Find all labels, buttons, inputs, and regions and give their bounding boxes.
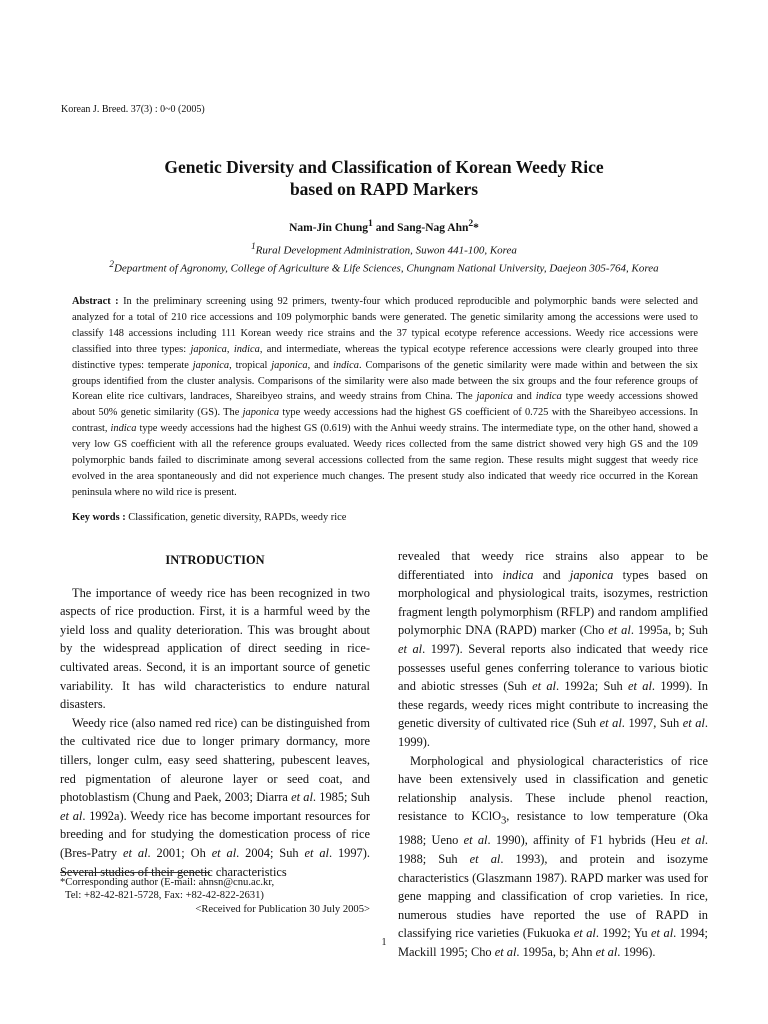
paragraph-italic: et al bbox=[60, 808, 83, 823]
keywords bbox=[72, 512, 698, 523]
abstract-italic: indica bbox=[110, 423, 137, 435]
footnote-line-2: Tel: +82-42-821-5728, Fax: +82-42-822-2631) bbox=[65, 890, 264, 902]
affiliation-1-mark: 1 bbox=[251, 241, 256, 251]
paragraph-text: . 1997, Suh bbox=[621, 716, 683, 731]
paragraph-italic: et al bbox=[573, 926, 596, 941]
paragraph-text: . 1996). bbox=[617, 944, 656, 959]
author-2: Sang-Nag Ahn bbox=[397, 221, 469, 234]
paragraph-italic: et al bbox=[681, 833, 705, 848]
paragraph-text: . 2004; Suh bbox=[236, 845, 305, 860]
introduction-heading: INTRODUCTION bbox=[165, 553, 265, 567]
paragraph-text: , resistance to low temperature (Oka 1988; Ueno bbox=[398, 809, 708, 848]
intro-paragraph-2 bbox=[60, 714, 370, 881]
abstract-text: and bbox=[512, 391, 536, 403]
paragraph-italic: et al bbox=[469, 851, 501, 866]
affiliation-1-text: Rural Development Administration, Suwon 441-100, Korea bbox=[255, 244, 517, 257]
paragraph-text: . 1994; Mackill 1995; Cho bbox=[398, 926, 708, 959]
paragraph-text: . 1988; Suh bbox=[398, 833, 709, 866]
paragraph-italic: et al bbox=[628, 679, 652, 694]
intro-paragraph-2-continued bbox=[398, 547, 708, 752]
paragraph-italic: et al bbox=[599, 716, 622, 731]
paragraph-italic: et al bbox=[398, 641, 423, 656]
paragraph-text: . 1990), affinity of F1 hybrids (Heu bbox=[487, 833, 682, 848]
paragraph-italic: et al bbox=[463, 833, 488, 848]
paragraph-text: . 1999). bbox=[398, 716, 708, 749]
corresponding-star: * bbox=[473, 221, 479, 234]
title-line-1: Genetic Diversity and Classification of Korean Weedy Rice bbox=[164, 157, 604, 177]
author-conjunction: and bbox=[372, 221, 398, 234]
paragraph-italic: et al bbox=[123, 845, 148, 860]
page-number: 1 bbox=[381, 937, 387, 948]
paper-title bbox=[0, 156, 768, 200]
paragraph-text: . 2001; Oh bbox=[147, 845, 212, 860]
abstract-label: Abstract : bbox=[72, 296, 124, 307]
abstract-italic: japonica bbox=[190, 343, 227, 355]
abstract-italic: japonica bbox=[476, 391, 513, 403]
paragraph-italic: et al bbox=[291, 790, 313, 805]
affiliation-1 bbox=[0, 241, 768, 257]
abstract-text: type weedy accessions showed about 50% genetic similarity (GS). The bbox=[72, 391, 698, 419]
author-1-affil-mark: 1 bbox=[368, 218, 373, 229]
received-date: <Received for Publication 30 July 2005> bbox=[195, 903, 370, 915]
paragraph-text: . 1997). Several reports also indicated that weedy rice possesses useful genes conferring tolerance to various biotic and abiotic stresses (Suh bbox=[398, 641, 708, 694]
abstract bbox=[72, 294, 698, 501]
author-line bbox=[0, 218, 768, 234]
paragraph-text: . 1995a, b; Suh bbox=[630, 623, 708, 638]
affiliation-2-mark: 2 bbox=[109, 259, 114, 269]
title-line-2: based on RAPD Markers bbox=[289, 179, 479, 199]
paragraph-text: and bbox=[533, 567, 570, 582]
paragraph-text: . 1997). Several studies of their genetic characteristics bbox=[60, 845, 370, 879]
paragraph-italic: et al bbox=[211, 845, 237, 860]
affiliation-2 bbox=[0, 259, 768, 275]
abstract-italic: japonica bbox=[271, 359, 308, 371]
paragraph-italic: et al bbox=[651, 926, 674, 941]
paragraph-text: types based on morphological and physiological traits, isozymes, restriction fragment length polymorphism (RFLP) and random amplified polymorphic DNA (RAPD) marker (Cho bbox=[398, 567, 708, 638]
abstract-text: , and bbox=[307, 359, 334, 371]
chemical-subscript: 3 bbox=[501, 815, 507, 827]
journal-reference: Korean J. Breed. 37(3) : 0~0 (2005) bbox=[61, 104, 205, 115]
abstract-italic: japonica bbox=[192, 359, 230, 371]
abstract-text: , and intermediate, whereas the typical ecotype reference accessions were clearly grouped into three distinctive types: temperate bbox=[72, 343, 698, 371]
paragraph-text: . 1999). In these regards, weedy rices might contribute to increasing the genetic diversity of cultivated rice (Suh bbox=[398, 679, 708, 731]
paragraph-italic: japonica bbox=[569, 567, 614, 582]
paragraph-italic: et al bbox=[494, 944, 517, 959]
paragraph-text: . 1992a). Weedy rice has become important resources for breeding and for studying the domestication process of rice (Bres-Patry bbox=[60, 808, 370, 860]
abstract-text: , bbox=[226, 343, 234, 355]
footnote-line-1: *Corresponding author (E-mail: ahnsn@cnu.ac.kr, bbox=[60, 877, 275, 888]
abstract-text: type weedy accessions had the highest GS (0.619) with the Anhui weedy strains. The intermediate type, on the other hand, showed a very low GS coefficient with all the reference groups evaluated. Weedy rices collected from the same district showed very high GS and the 109 polymorphic bands failed to discriminate among several accessions collected from the same region. These results might suggest that weedy rice evolved in the area spontaneously and did not experience much changes. The present study also indicated that weedy rice occurred in the Korean peninsula where no wild rice is present. bbox=[72, 423, 699, 498]
abstract-text: type weedy accessions had the highest GS coefficient of 0.725 with the Shareibyeo accessions. In contrast, bbox=[72, 407, 698, 435]
paragraph-text: . 1985; Suh bbox=[312, 790, 370, 805]
author-2-affil-mark: 2 bbox=[468, 218, 474, 229]
intro-paragraph-1: The importance of weedy rice has been recognized in two aspects of rice production. First, it is a harmful weed by the yield loss and quality deterioration. This was brought about by the widespread application of direct seeding in rice-cultivated areas. Second, it is an important source of genetic variability. It has wild characteristics to endure natural disasters. bbox=[60, 585, 370, 712]
abstract-italic: japonica bbox=[242, 407, 280, 419]
paragraph-italic: et al bbox=[682, 716, 705, 731]
affiliation-2-text: Department of Agronomy, College of Agriculture & Life Sciences, Chungnam National University, Daejeon 305-764, Korea bbox=[113, 262, 659, 275]
abstract-italic: indica bbox=[233, 343, 260, 355]
abstract-italic: indica bbox=[333, 359, 359, 371]
left-column bbox=[60, 547, 370, 881]
paragraph-italic: et al bbox=[608, 623, 631, 638]
paragraph-text: revealed that weedy rice strains also appear to be differentiated into bbox=[398, 549, 708, 582]
paragraph-text: Morphological and physiological characteristics of rice have been extensively used in classification and genetic relationship analysis. These include phenol reaction, resistance to KClO bbox=[398, 753, 708, 824]
author-1: Nam-Jin Chung bbox=[289, 221, 369, 234]
footnote-divider bbox=[60, 872, 210, 873]
paragraph-italic: indica bbox=[502, 567, 534, 582]
paragraph-italic: et al bbox=[304, 845, 329, 860]
abstract-text: In the preliminary screening using 92 primers, twenty-four which produced reproducible and polymorphic bands were selected and analyzed for a total of 210 rice accessions and 109 polymorphic bands were generated. The genetic similarity among the accessions were used to classify 148 accessions including 111 Korean weedy rice strains and the 37 typical ecotype reference accessions. Weedy rice accessions were classified into three types: bbox=[72, 296, 698, 355]
paragraph-text: . 1992a; Suh bbox=[556, 679, 629, 694]
keywords-label: Key words : bbox=[72, 512, 129, 523]
paragraph-text: . 1992; Yu bbox=[595, 926, 652, 941]
paragraph-text: Weedy rice (also named red rice) can be distinguished from the cultivated rice due to longer primary dormancy, more tillers, longer culm, easy seed shattering, pubescent leaves, red pigmentation of aleurone layer or seed coat, and photoblastism (Chung and Paek, 2003; Diarra bbox=[60, 715, 370, 805]
abstract-italic: indica bbox=[535, 391, 562, 403]
paragraph-text: . 1995a, b; Ahn bbox=[516, 944, 596, 959]
right-column bbox=[398, 547, 708, 962]
abstract-text: . Comparisons of the genetic similarity were made within and between the six groups identified from the cluster analysis. Comparisons of the similarity were also made between the six groups and the four reference groups of Korean elite rice cultivars, landraces, Shareibyeo strains, and weedy strains from China. The bbox=[72, 359, 699, 403]
keywords-text: Classification, genetic diversity, RAPDs, weedy rice bbox=[128, 512, 347, 523]
paragraph-italic: et al bbox=[595, 944, 618, 959]
paragraph-text: . 1993), and protein and isozyme characteristics (Glaszmann 1987). RAPD marker was used for gene mapping and classification of crop varieties. In rice, numerous studies have reported the use of RAPD in classifying rice varieties (Fukuoka bbox=[398, 851, 709, 941]
abstract-text: , tropical bbox=[229, 359, 272, 371]
footnote bbox=[60, 876, 370, 916]
paragraph-italic: et al bbox=[532, 679, 556, 694]
intro-paragraph-3 bbox=[398, 752, 708, 962]
